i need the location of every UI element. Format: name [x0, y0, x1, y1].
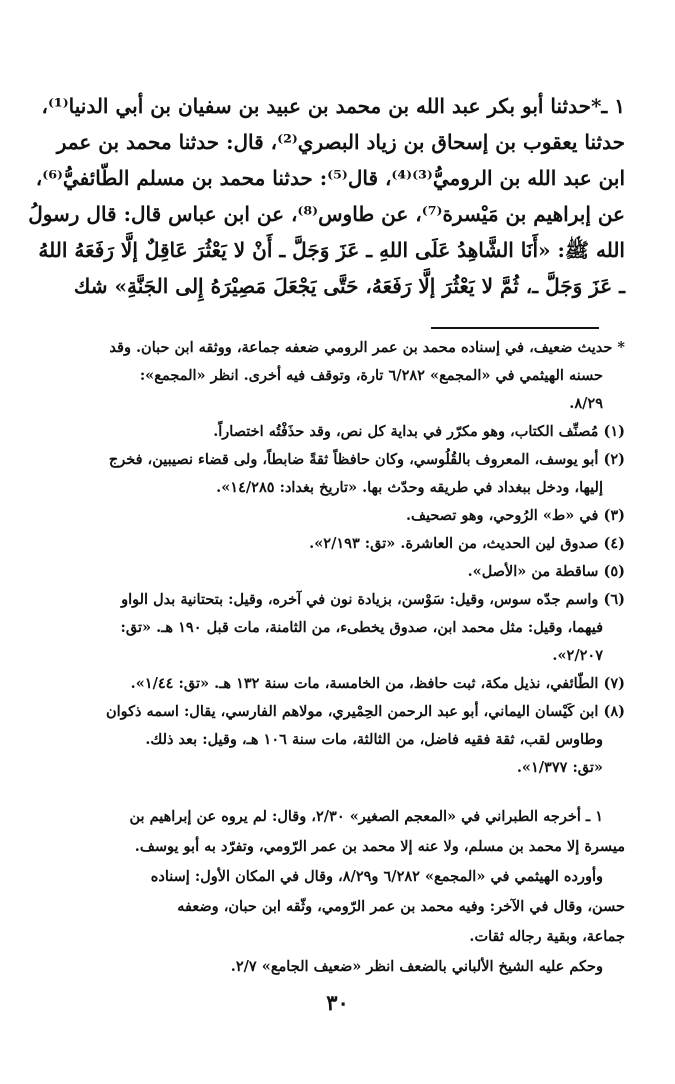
footnote-line: إليها، ودخل ببغداد في طريقه وحدّث بها. «تاريخ بغداد: ١٤/٢٨٥». — [216, 479, 603, 496]
footnote-line: (٣) في «ط» الرُوحي، وهو تصحيف. — [405, 507, 625, 524]
main-text-line: الله ﷺ: «أَنَا الشَّاهِدُ عَلَى اللهِ ـ عَزَ وَجَلَّ ـ أَنْ لا يَعْثُرَ عَاقِلٌ إلَّا رَفَعَهُ اللهُ — [38, 238, 625, 262]
hadith-main-text — [28, 88, 625, 304]
footnote-separator — [431, 327, 599, 329]
footnote-line: «تق: ١/٣٧٧». — [516, 759, 603, 776]
page-number: ٣٠ — [326, 990, 349, 1015]
takhrij-line: وأورده الهيثمي في «المجمع» ٦/٢٨٢ و٨/٢٩، وقال في المكان الأول: إسناده — [150, 868, 603, 885]
takhrij-section — [35, 802, 625, 982]
footnote-line: (٧) الطّائفي، نذيل مكة، ثبت حافظ، من الخامسة، مات سنة ١٣٢ هـ. «تق: ١/٤٤». — [130, 675, 625, 692]
takhrij-line: ميسرة إلا محمد بن مسلم، ولا عنه إلا محمد بن عمر الرّومي، وتفرّد به أبو يوسف. — [134, 838, 625, 855]
footnote-line: فيهما، وقيل: مثل محمد ابن، صدوق يخطىء، من الثامنة، مات قبل ١٩٠ هـ. «تق: — [120, 619, 603, 636]
main-text-line: ابن عبد الله بن الروميُّ⁽³⁾⁽⁴⁾، قال⁽⁵⁾: حدثنا محمد بن مسلم الطّائفيُّ⁽⁶⁾، — [35, 166, 625, 190]
takhrij-line: حسن، وقال في الآخر: وفيه محمد بن عمر الرّومي، وثّقه ابن حبان، وضعفه — [177, 898, 625, 915]
main-text-line: ١ ـ*حدثنا أبو بكر عبد الله بن محمد بن عبيد بن سفيان بن أبي الدنيا⁽¹⁾، — [41, 94, 625, 118]
footnote-line: * حديث ضعيف، في إسناده محمد بن عمر الرومي ضعفه جماعة، ووثقه ابن حبان. وقد — [109, 339, 625, 356]
footnote-line: حسنه الهيثمي في «المجمع» ٦/٢٨٢ تارة، وتوقف فيه أخرى. انظر «المجمع»: — [139, 367, 603, 384]
footnote-line: (٥) ساقطة من «الأصل». — [467, 563, 625, 580]
footnote-line: (٨) ابن كَيْسان اليماني، أبو عبد الرحمن الحِمْيري، مولاهم الفارسي، يقال: اسمه ذكوان — [105, 703, 625, 720]
footnote-line: وطاوس لقب، ثقة فقيه فاضل، من الثالثة، مات سنة ١٠٦ هـ، وقيل: بعد ذلك. — [145, 731, 603, 748]
main-text-line: عن إبراهيم بن مَيْسرة⁽⁷⁾، عن طاوس⁽⁸⁾، عن ابن عباس قال: قال رسولُ — [28, 202, 625, 226]
footnote-line: (١) مُصنِّف الكتاب، وهو مكرّر في بداية كل نص، وقد حذَفْتُه اختصاراً. — [213, 423, 625, 440]
takhrij-line: وحكم عليه الشيخ الألباني بالضعف انظر «ضعيف الجامع» ٢/٧. — [230, 958, 603, 975]
main-text-line: حدثنا يعقوب بن إسحاق بن زياد البصري⁽²⁾، قال: حدثنا محمد بن عمر — [56, 130, 625, 154]
takhrij-line: جماعة، وبقية رجاله ثقات. — [469, 928, 625, 945]
footnote-line: ٢/٢٠٧». — [552, 647, 603, 664]
footnotes — [35, 334, 625, 782]
footnote-line: (٤) صدوق لين الحديث، من العاشرة. «تق: ٢/١٩٣». — [309, 535, 625, 552]
footnote-line: (٢) أبو يوسف، المعروف بالقُلُوسي، وكان حافظاً ثقةً ضابطاً، ولى قضاء نصيبين، فخرج — [108, 451, 625, 468]
footnote-line: ٨/٢٩. — [569, 395, 603, 412]
main-text-line: ـ عَزَ وَجَلَّ ـ، ثُمَّ لا يَعْثُرَ إلَّا رَفَعَهُ، حَتَّى يَجْعَلَ مَصِيْرَهُ إِلى الجَنَّةِ» شك — [73, 274, 625, 298]
takhrij-line: ١ ـ أخرجه الطبراني في «المعجم الصغير» ٢/٣٠، وقال: لم يروه عن إبراهيم بن — [129, 808, 603, 825]
footnote-line: (٦) واسم جدّه سوس، وقيل: سَوْسن، بزيادة نون في آخره، وقيل: بتحتانية بدل الواو — [121, 591, 625, 608]
